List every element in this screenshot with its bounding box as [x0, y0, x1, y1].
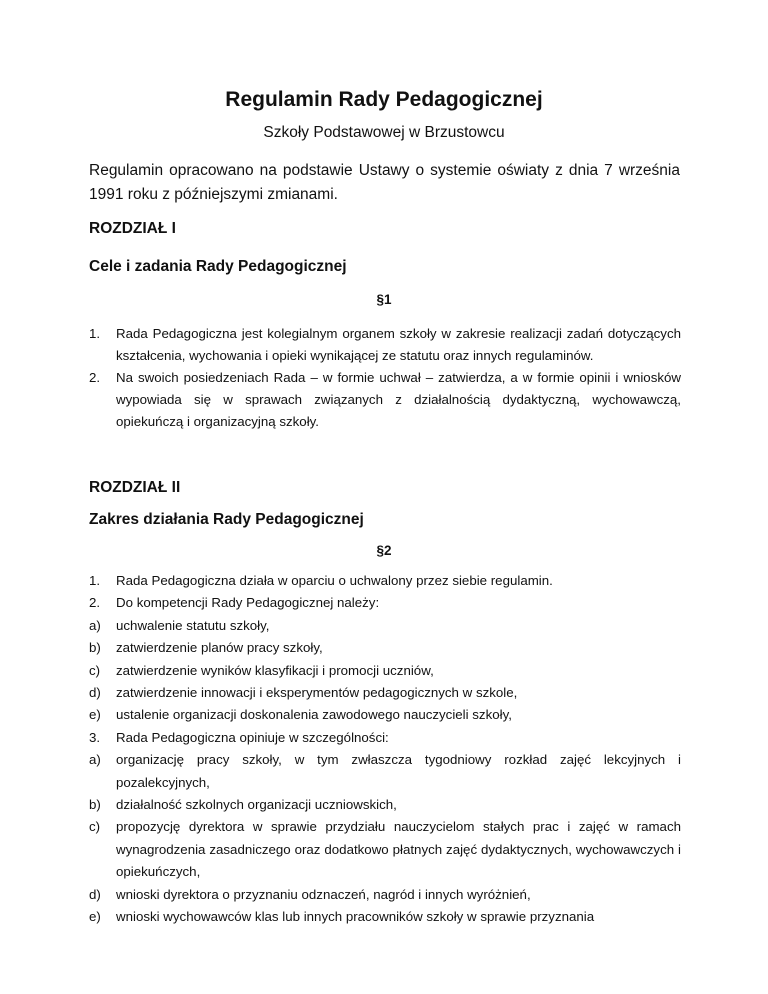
list-item-marker: 1. [89, 326, 101, 341]
list-item [89, 906, 681, 928]
list-item-marker: 2. [89, 370, 101, 385]
list-item-text: Rada Pedagogiczna jest kolegialnym organem szkoły w zakresie realizacji zadań dotyczących kształcenia, wychowania i opieki wynikającej ze statutu oraz innych regulaminów. [116, 326, 681, 363]
list-item [89, 637, 681, 659]
list-item [89, 884, 681, 906]
chapter-2-paragraph-sign: §2 [376, 543, 392, 558]
list-item-marker: c) [89, 819, 101, 835]
list-item-marker: 2. [89, 595, 101, 611]
list-item-text: uchwalenie statutu szkoły, [116, 617, 270, 633]
list-item [89, 615, 681, 637]
list-item-text: Do kompetencji Rady Pedagogicznej należy: [116, 595, 380, 611]
list-item [89, 592, 681, 614]
list-item-text: Na swoich posiedzeniach Rada – w formie uchwał – zatwierdza, a w formie opinii i wniosków wypowiada się w sprawach związanych z działalnością dydaktyczną, wychowawczą, opiekuńczą i organizacyjną szkoły. [116, 370, 681, 429]
list-item-marker: 3. [89, 729, 101, 745]
chapter-1-list [89, 323, 681, 433]
list-item [89, 794, 681, 816]
list-item-text: zatwierdzenie planów pracy szkoły, [116, 640, 323, 656]
chapter-1-heading: Cele i zadania Rady Pedagogicznej [89, 258, 347, 275]
list-item [89, 749, 681, 794]
list-item-text: wnioski dyrektora o przyznaniu odznaczeń, nagród i innych wyróżnień, [116, 886, 531, 902]
list-item-marker: d) [89, 685, 101, 701]
list-item-text: propozycję dyrektora w sprawie przydziału nauczycielom stałych prac i zajęć w ramach wynagrodzenia zasadniczego oraz dodatkowo płatnych zajęć dydaktycznych, wychowawczych i opiekuńczych, [116, 819, 681, 880]
document-subtitle: Szkoły Podstawowej w Brzustowcu [263, 124, 505, 141]
intro-paragraph: Regulamin opracowano na podstawie Ustawy o systemie oświaty z dnia 7 września 1991 roku z późniejszymi zmianami. [89, 162, 680, 203]
list-item-text: organizację pracy szkoły, w tym zwłaszcza tygodniowy rozkład zajęć lekcyjnych i pozalekcyjnych, [116, 752, 681, 790]
chapter-2-label: ROZDZIAŁ II [89, 479, 181, 496]
list-item [89, 727, 681, 749]
list-item [89, 704, 681, 726]
chapter-2-heading: Zakres działania Rady Pedagogicznej [89, 511, 364, 528]
list-item-marker: a) [89, 752, 101, 768]
list-item-text: działalność szkolnych organizacji uczniowskich, [116, 797, 397, 813]
list-item-text: wnioski wychowawców klas lub innych pracowników szkoły w sprawie przyznania [116, 909, 595, 925]
list-item [89, 570, 681, 592]
list-item [89, 367, 681, 433]
list-item [89, 323, 681, 367]
list-item-marker: a) [89, 617, 101, 633]
list-item-marker: e) [89, 707, 101, 723]
document-title: Regulamin Rady Pedagogicznej [225, 88, 543, 111]
list-item-text: Rada Pedagogiczna działa w oparciu o uchwalony przez siebie regulamin. [116, 573, 553, 588]
list-item-marker: b) [89, 640, 101, 656]
chapter-1-label: ROZDZIAŁ I [89, 220, 176, 237]
chapter-2-list [89, 570, 681, 929]
list-item-marker: 1. [89, 573, 101, 588]
list-item-text: Rada Pedagogiczna opiniuje w szczególności: [116, 729, 389, 745]
list-item [89, 816, 681, 883]
list-item-marker: e) [89, 909, 101, 925]
list-item-marker: b) [89, 797, 101, 813]
list-item-text: zatwierdzenie wyników klasyfikacji i promocji uczniów, [116, 662, 434, 678]
list-item-text: ustalenie organizacji doskonalenia zawodowego nauczycieli szkoły, [116, 707, 512, 723]
list-item-text: zatwierdzenie innowacji i eksperymentów pedagogicznych w szkole, [116, 685, 518, 701]
list-item-marker: c) [89, 662, 101, 678]
list-item [89, 682, 681, 704]
list-item [89, 660, 681, 682]
chapter-1-paragraph-sign: §1 [376, 292, 392, 307]
list-item-marker: d) [89, 886, 101, 902]
